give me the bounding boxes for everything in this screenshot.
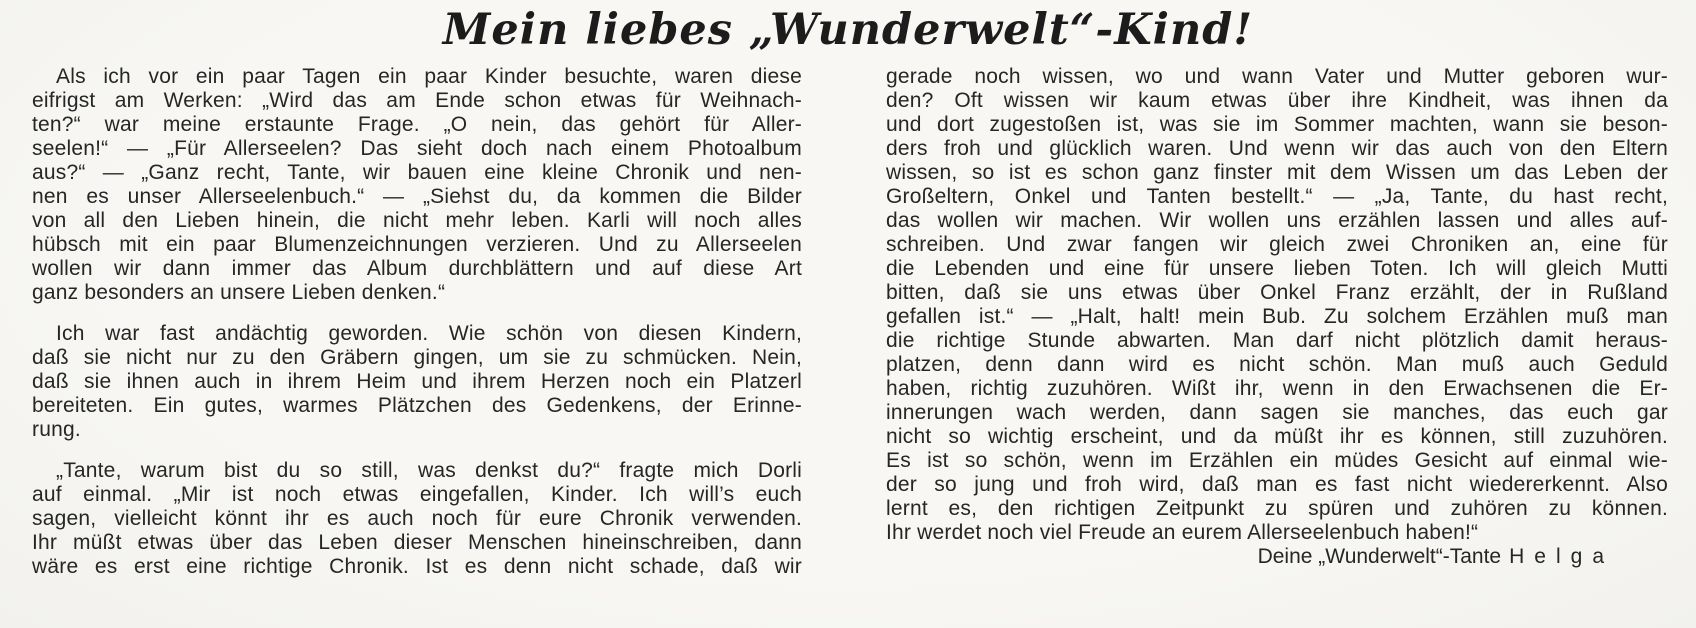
text-line: gefallen ist.“ — „Halt, halt! mein Bub. Zu solchem Erzählen muß man: [886, 305, 1668, 328]
text-line: schreiben. Und zwar fangen wir gleich zwei Chroniken an, eine für: [886, 233, 1668, 256]
text-line: Großeltern, Onkel und Tanten bestellt.“ — „Ja, Tante, du hast recht,: [886, 185, 1668, 208]
text-line: daß sie ihnen auch in ihrem Heim und ihrem Herzen noch ein Platzerl: [32, 370, 802, 393]
page-title: Mein liebes „Wunderwelt“-Kind!: [442, 5, 1254, 55]
paragraph: [32, 459, 802, 579]
text-line: lernt es, den richtigen Zeitpunkt zu spüren und zuhören zu können.: [886, 497, 1668, 520]
text-line: Ihr müßt etwas über das Leben dieser Menschen hineinschreiben, dann: [32, 531, 802, 554]
text-line: Es ist so schön, wenn im Erzählen ein müdes Gesicht auf einmal wie-: [886, 449, 1668, 472]
text-line: von all den Lieben hinein, die nicht mehr leben. Karli will noch alles: [32, 209, 802, 232]
text-line: wäre es erst eine richtige Chronik. Ist es denn nicht schade, daß wir: [32, 555, 802, 578]
text-line: aus?“ — „Ganz recht, Tante, wir bauen eine kleine Chronik und nen-: [32, 161, 802, 184]
text-line: den? Oft wissen wir kaum etwas über ihre Kindheit, was ihnen da: [886, 89, 1668, 112]
text-line: das wollen wir machen. Wir wollen uns erzählen lassen und alles auf-: [886, 209, 1668, 232]
text-line: nen es unser Allerseelenbuch.“ — „Siehst du, da kommen die Bilder: [32, 185, 802, 208]
text-line: Als ich vor ein paar Tagen ein paar Kinder besuchte, waren diese: [56, 65, 802, 88]
text-column-right: [886, 65, 1668, 579]
signature-name: Helga: [1509, 545, 1614, 568]
text-line: bereiteten. Ein gutes, warmes Plätzchen des Gedenkens, der Erinne-: [32, 394, 802, 417]
paragraph: [32, 65, 802, 305]
text-line: die Lebenden und eine für unsere lieben Toten. Ich will gleich Mutti: [886, 257, 1668, 280]
text-line: sagen, vielleicht könnt ihr es auch noch für eure Chronik verwenden.: [32, 507, 802, 530]
text-line: ders froh und glücklich waren. Und wenn wir das auch von den Eltern: [886, 137, 1668, 160]
text-line: nicht so wichtig erscheint, und da müßt ihr es können, still zuzuhören.: [886, 425, 1668, 448]
signature: [886, 545, 1668, 569]
text-line: „Tante, warum bist du so still, was denkst du?“ fragte mich Dorli: [56, 459, 802, 482]
text-line: eifrigst am Werken: „Wird das am Ende schon etwas für Weihnach-: [32, 89, 802, 112]
text-line: platzen, denn dann wird es nicht schön. Man muß auch Geduld: [886, 353, 1668, 376]
signature-prefix: Deine „Wunderwelt“-Tante: [1257, 545, 1502, 568]
text-line: ten?“ war meine erstaunte Frage. „O nein, das gehört für Aller-: [32, 113, 802, 136]
text-line: Ihr werdet noch viel Freude an eurem Allerseelenbuch haben!“: [886, 521, 1479, 544]
text-line: die richtige Stunde abwarten. Man darf nicht plötzlich damit heraus-: [886, 329, 1668, 352]
text-line: innerungen wach werden, dann sagen sie manches, das euch gar: [886, 401, 1668, 424]
text-line: bitten, daß sie uns etwas über Onkel Franz erzählt, der in Rußland: [886, 281, 1668, 304]
text-line: der so jung und froh wird, daß man es fast nicht wiedererkennt. Also: [886, 473, 1668, 496]
text-line: wollen wir dann immer das Album durchblättern und auf diese Art: [32, 257, 802, 280]
text-line: auf einmal. „Mir ist noch etwas eingefallen, Kinder. Ich will’s euch: [32, 483, 802, 506]
paragraph: [32, 322, 802, 442]
text-column-left: [32, 65, 802, 579]
text-columns: [0, 65, 1696, 579]
text-line: gerade noch wissen, wo und wann Vater und Mutter geboren wur-: [886, 65, 1668, 88]
text-line: haben, richtig zuzuhören. Wißt ihr, wenn in den Erwachsenen die Er-: [886, 377, 1668, 400]
text-line: seelen!“ — „Für Allerseelen? Das sieht doch nach einem Photoalbum: [32, 137, 802, 160]
text-line: wissen, so ist es schon ganz finster mit dem Wissen um das Leben der: [886, 161, 1668, 184]
text-line: daß sie nicht nur zu den Gräbern gingen, um sie zu schmücken. Nein,: [32, 346, 802, 369]
text-line: und dort zugestoßen ist, was sie im Sommer machten, wann sie beson-: [886, 113, 1668, 136]
text-line: rung.: [32, 418, 81, 441]
text-line: hübsch mit ein paar Blumenzeichnungen verzieren. Und zu Allerseelen: [32, 233, 802, 256]
paragraph: [886, 65, 1668, 545]
text-line: Ich war fast andächtig geworden. Wie schön von diesen Kindern,: [56, 322, 802, 345]
text-line: ganz besonders an unsere Lieben denken.“: [32, 281, 446, 304]
